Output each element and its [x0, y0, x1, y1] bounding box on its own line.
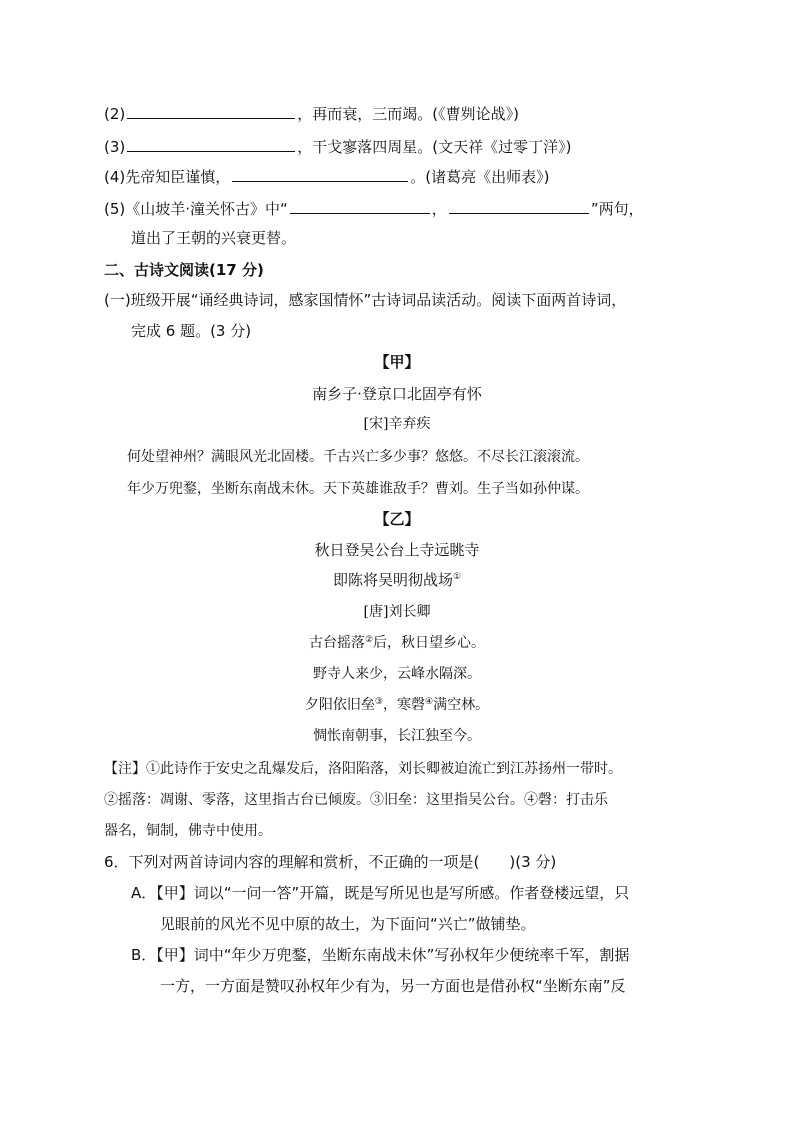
poem-b-line: 惆怅南朝事，长江独至今。 — [313, 728, 481, 744]
option-b-continuation: 一方，一方面是赞叹孙权年少有为，另一方面也是借孙权“坐断东南”反 — [160, 977, 626, 995]
question-text: ”两句， — [590, 200, 644, 218]
notes-line: ②摇落：凋谢、零落，这里指古台已倾废。③旧垒：这里指吴公台。④磬：打击乐 — [104, 792, 608, 808]
footnote-marker: ② — [364, 635, 374, 645]
question-text: ，干戈寥落四周星。(文天祥《过零丁洋》) — [297, 138, 572, 156]
poem-a-tag: 【甲】 — [374, 353, 420, 371]
question-text: ，再而衰，三而竭。(《曹刿论战》) — [297, 105, 519, 123]
question-2 — [104, 103, 519, 124]
poem-b-tag: 【乙】 — [374, 510, 420, 528]
question-text: 。(诸葛亮《出师表》) — [410, 168, 550, 186]
notes-line: 器名，铜制，佛寺中使用。 — [104, 823, 272, 839]
poem-b-title: 秋日登吴公台上寺远眺寺 — [314, 541, 480, 559]
poem-text: 古台摇落 — [308, 635, 365, 651]
question-6-stem: 6．下列对两首诗词内容的理解和赏析，不正确的一项是( )(3 分) — [104, 853, 557, 871]
poem-a-line: 何处望神州？满眼风光北固楼。千古兴亡多少事？悠悠。不尽长江滚滚流。 — [127, 449, 589, 465]
poem-b-line: 野寺人来少，云峰水隔深。 — [313, 666, 481, 682]
answer-blank[interactable] — [290, 198, 430, 214]
question-5-continuation: 道出了王朝的兴衰更替。 — [131, 229, 297, 247]
poem-b-title-text: 即陈将吴明彻战场 — [332, 571, 453, 589]
footnote-marker: ① — [452, 572, 462, 582]
question-number: (2) — [104, 105, 126, 123]
option-a-continuation: 见眼前的风光不见中原的故土，为下面问“兴亡”做铺垫。 — [160, 915, 536, 933]
footnote-marker: ③ — [374, 697, 383, 707]
poem-b-author: [唐]刘长卿 — [363, 604, 431, 620]
question-4 — [104, 166, 549, 187]
poem-text: 后，秋日望乡心。 — [373, 635, 486, 651]
poem-b-line — [0, 633, 794, 653]
question-5 — [104, 198, 644, 219]
poem-a-author: [宋]辛弃疾 — [363, 416, 431, 432]
poem-a-title: 南乡子·登京口北固亭有怀 — [312, 385, 482, 403]
poem-text: 夕阳依旧垒 — [304, 697, 375, 713]
poem-text: ，寒磬 — [383, 697, 425, 713]
separator: ， — [431, 200, 447, 218]
option-b[interactable]: B．【甲】词中“年少万兜鍪，坐断东南战未休”写孙权年少便统率千军，割据 — [131, 946, 630, 964]
question-number: (5)《山坡羊·潼关怀古》中“ — [104, 200, 288, 218]
question-number: (3) — [104, 138, 126, 156]
answer-blank[interactable] — [449, 198, 589, 214]
poem-a-line: 年少万兜鍪，坐断东南战未休。天下英雄谁敌手？曹刘。生子当如孙仲谋。 — [127, 481, 589, 497]
section-title: 二、古诗文阅读(17 分) — [104, 261, 264, 279]
poem-b-line — [0, 695, 794, 715]
footnote-marker: ④ — [425, 697, 434, 707]
question-3 — [104, 136, 571, 157]
answer-blank[interactable] — [127, 103, 295, 119]
answer-blank[interactable] — [232, 166, 408, 182]
part-intro-continuation: 完成 6 题。(3 分) — [131, 322, 252, 340]
notes-line: 【注】①此诗作于安史之乱爆发后，洛阳陷落，刘长卿被迫流亡到江苏扬州一带时。 — [104, 761, 622, 777]
answer-blank[interactable] — [127, 136, 295, 152]
question-number: (4)先帝知臣谨慎， — [104, 168, 231, 186]
poem-b-title-2 — [0, 570, 794, 590]
part-intro: (一)班级开展“诵经典诗词，感家国情怀”古诗词品读活动。阅读下面两首诗词， — [104, 291, 627, 309]
poem-text: 满空林。 — [433, 697, 490, 713]
option-a[interactable]: A．【甲】词以“一问一答”开篇，既是写所见也是写所感。作者登楼远望，只 — [131, 884, 630, 902]
